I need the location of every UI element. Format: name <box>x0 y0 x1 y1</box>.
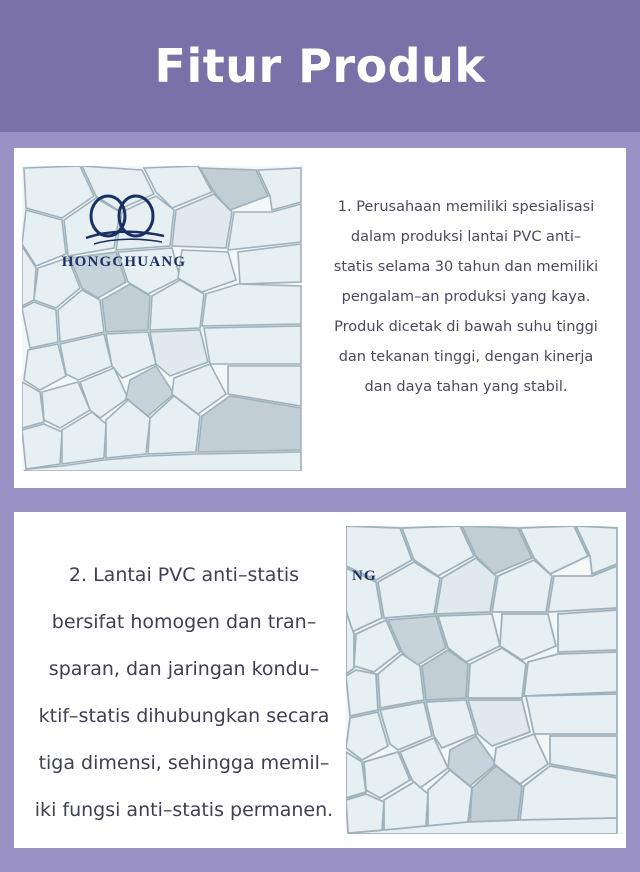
feature-2-line: sparan, dan jaringan kondu– <box>48 658 320 680</box>
feature-2-line: iki fungsi anti–statis permanen. <box>34 799 334 821</box>
feature-1-paragraph <box>314 192 618 402</box>
logo-wordmark-partial: NG <box>352 568 377 584</box>
logo-wordmark: HONGCHUANG <box>61 254 187 270</box>
pvc-flooring-swatch-1 <box>22 166 302 471</box>
feature-1-line: dan tekanan tinggi, dengan kinerja <box>338 349 594 365</box>
feature-card-2 <box>14 512 626 848</box>
feature-1-line: dan daya tahan yang stabil. <box>364 379 568 395</box>
feature-2-line: ktif–statis dihubungkan secara <box>38 705 330 727</box>
feature-2-line: tiga dimensi, sehingga memil– <box>38 752 330 774</box>
feature-1-line: statis selama 30 tahun dan memiliki <box>333 259 599 275</box>
feature-1-line: 1. Perusahaan memiliki spesialisasi <box>337 199 595 215</box>
feature-2-paragraph <box>14 552 354 834</box>
feature-2-line: 2. Lantai PVC anti–statis <box>68 564 300 586</box>
interlocking-rings-logo-icon <box>78 192 170 250</box>
page-header <box>0 0 640 132</box>
feature-card-1 <box>14 148 626 488</box>
pvc-flooring-swatch-2 <box>346 526 618 834</box>
logo-group <box>44 192 204 278</box>
feature-1-line: Produk dicetak di bawah suhu tinggi <box>334 319 598 335</box>
page-title: Fitur Produk <box>154 39 486 93</box>
feature-2-line: bersifat homogen dan tran– <box>51 611 317 633</box>
feature-1-line: pengalam–an produksi yang kaya. <box>341 289 591 305</box>
terrazzo-pattern-2 <box>346 526 618 834</box>
feature-1-line: dalam produksi lantai PVC anti– <box>350 229 582 245</box>
